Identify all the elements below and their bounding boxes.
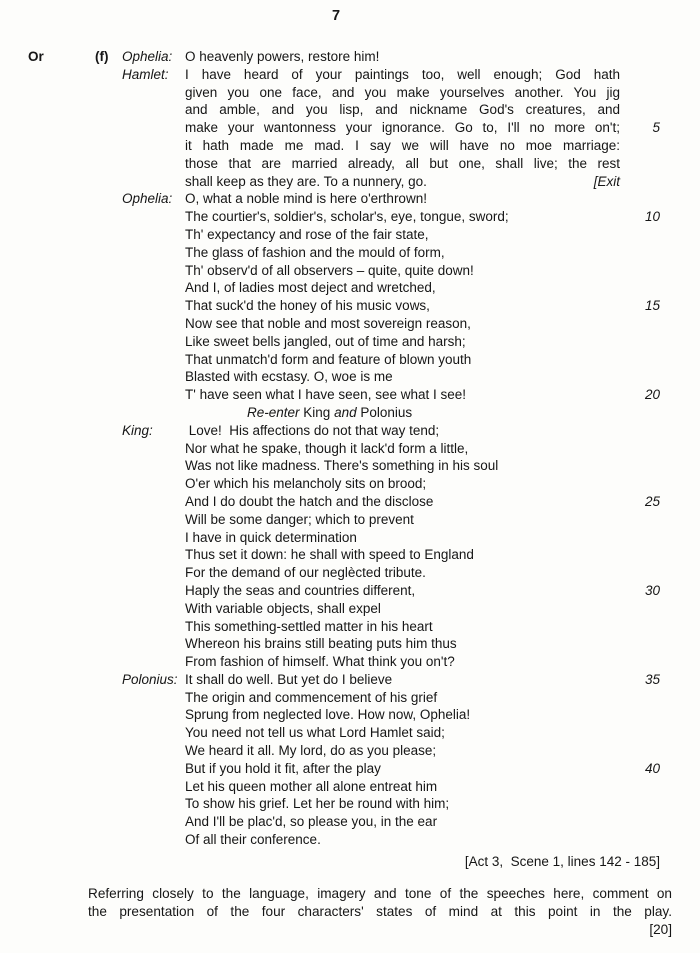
speaker-label xyxy=(122,831,185,849)
speaker-label xyxy=(122,208,185,226)
speaker-label xyxy=(122,564,185,582)
line-text: The courtier's, soldier's, scholar's, eye, tongue, sword; xyxy=(185,209,509,225)
dialogue-line xyxy=(122,297,662,315)
line-number xyxy=(620,244,660,262)
dialogue-line xyxy=(122,475,662,493)
dialogue-line xyxy=(122,582,662,600)
line-number xyxy=(620,84,660,102)
line-number xyxy=(620,190,660,208)
dialogue-line xyxy=(122,137,662,155)
line-text: Like sweet bells jangled, out of time and harsh; xyxy=(185,333,466,349)
speaker-label xyxy=(122,600,185,618)
line-text: I have heard of your paintings too, well enough; God hath xyxy=(185,66,620,82)
speaker-label xyxy=(122,297,185,315)
dialogue-line xyxy=(122,618,662,636)
speaker-label xyxy=(122,119,185,137)
character-name: Polonius xyxy=(360,404,413,420)
dialogue-line xyxy=(122,101,662,119)
line-text: given you one face, and you make yourselves another. You jig xyxy=(185,84,620,100)
line-number xyxy=(620,529,660,547)
speaker-label xyxy=(122,173,185,191)
speaker-label: Hamlet: xyxy=(122,66,169,82)
line-number: 10 xyxy=(644,209,660,225)
speaker-label xyxy=(122,457,185,475)
speaker-label xyxy=(122,689,185,707)
dialogue-line xyxy=(122,671,662,689)
dialogue-line xyxy=(122,795,662,813)
speaker-label xyxy=(122,137,185,155)
speaker-label xyxy=(122,529,185,547)
stage-direction-word: Re-enter xyxy=(247,404,304,420)
dialogue-line xyxy=(122,262,662,280)
dialogue-line xyxy=(122,226,662,244)
speaker-label xyxy=(122,760,185,778)
speaker-label xyxy=(122,618,185,636)
line-number xyxy=(620,404,660,422)
dialogue-line xyxy=(122,404,662,422)
speaker-label: Polonius: xyxy=(122,671,178,687)
dialogue-line xyxy=(122,333,662,351)
question-line-1: Referring closely to the language, imagery and tone of the speeches here, comment on xyxy=(88,886,672,901)
dialogue-line xyxy=(122,457,662,475)
line-number xyxy=(620,315,660,333)
line-number xyxy=(620,600,660,618)
line-text: Will be some danger; which to prevent xyxy=(185,511,414,527)
dialogue-line xyxy=(122,564,662,582)
line-text: And I do doubt the hatch and the disclose xyxy=(185,493,434,509)
line-number xyxy=(620,618,660,636)
line-number xyxy=(620,351,660,369)
dialogue-line xyxy=(122,84,662,102)
line-text: And I'll be plac'd, so please you, in the ear xyxy=(185,814,438,830)
speaker-label xyxy=(122,706,185,724)
line-text: The origin and commencement of his grief xyxy=(185,689,438,705)
speaker-label xyxy=(122,778,185,796)
line-text: For the demand of our neglècted tribute. xyxy=(185,565,426,581)
dialogue-line xyxy=(122,724,662,742)
dialogue-line xyxy=(122,173,662,191)
line-text: O heavenly powers, restore him! xyxy=(185,49,380,64)
line-text: Thus set it down: he shall with speed to England xyxy=(185,547,474,563)
dialogue-line xyxy=(122,48,662,66)
speaker-label xyxy=(122,279,185,297)
dialogue-line xyxy=(122,831,662,849)
line-text: those that are married already, all but one, shall live; the rest xyxy=(185,155,620,171)
line-text: That suck'd the honey of his music vows, xyxy=(185,298,430,314)
dialogue-line xyxy=(122,315,662,333)
line-number xyxy=(620,173,660,191)
line-number xyxy=(620,724,660,742)
line-number xyxy=(620,137,660,155)
line-text: and amble, and you lisp, and nickname God's creatures, and xyxy=(185,102,620,118)
speaker-label xyxy=(122,475,185,493)
dialogue-line xyxy=(122,208,662,226)
line-number xyxy=(620,440,660,458)
question-letter: (f) xyxy=(95,49,109,64)
act-scene-citation: [Act 3, Scene 1, lines 142 - 185] xyxy=(464,853,660,869)
line-text: Haply the seas and countries different, xyxy=(185,582,416,598)
line-text: And I, of ladies most deject and wretched, xyxy=(185,280,436,296)
line-number xyxy=(620,564,660,582)
speaker-label xyxy=(122,351,185,369)
dialogue-line xyxy=(122,66,662,84)
speaker-label xyxy=(122,84,185,102)
speaker-label xyxy=(122,635,185,653)
dialogue-line xyxy=(122,279,662,297)
line-text: O'er which his melancholy sits on brood; xyxy=(185,476,427,492)
dialogue-line xyxy=(122,493,662,511)
play-excerpt xyxy=(122,48,662,871)
speaker-label xyxy=(122,546,185,564)
speaker-label xyxy=(122,155,185,173)
line-number xyxy=(620,48,660,66)
line-number xyxy=(620,813,660,831)
line-number xyxy=(620,422,660,440)
speaker-label xyxy=(122,493,185,511)
speaker-label: Ophelia: xyxy=(122,49,173,64)
line-number xyxy=(620,795,660,813)
dialogue-line xyxy=(122,440,662,458)
speaker-label xyxy=(122,368,185,386)
dialogue-line xyxy=(122,689,662,707)
line-number xyxy=(620,101,660,119)
speaker-label xyxy=(122,742,185,760)
speaker-label xyxy=(122,795,185,813)
dialogue-lines xyxy=(122,48,662,849)
line-number: 5 xyxy=(652,120,660,136)
dialogue-line xyxy=(122,368,662,386)
line-text: Love! His affections do not that way tend; xyxy=(185,422,440,438)
speaker-label xyxy=(122,315,185,333)
line-text: But if you hold it fit, after the play xyxy=(185,760,381,776)
line-number: 35 xyxy=(644,671,660,687)
dialogue-line xyxy=(122,529,662,547)
dialogue-line xyxy=(122,778,662,796)
line-text: From fashion of himself. What think you on't? xyxy=(185,654,455,670)
line-text: You need not tell us what Lord Hamlet said; xyxy=(185,725,445,741)
line-text: Th' observ'd of all observers – quite, quite down! xyxy=(185,262,474,278)
line-number xyxy=(620,262,660,280)
page-number: 7 xyxy=(331,8,341,24)
line-number: 25 xyxy=(644,493,660,509)
speaker-label xyxy=(122,724,185,742)
line-text: Now see that noble and most sovereign reason, xyxy=(185,315,471,331)
line-number xyxy=(620,778,660,796)
question-block xyxy=(88,885,672,939)
line-number xyxy=(620,511,660,529)
speaker-label xyxy=(122,404,185,422)
line-number: 20 xyxy=(644,387,660,403)
line-number xyxy=(620,475,660,493)
line-number xyxy=(620,333,660,351)
dialogue-line xyxy=(122,119,662,137)
line-text: it hath made me mad. I say we will have no moe marriage: xyxy=(185,137,620,153)
line-text: This something-settled matter in his heart xyxy=(185,618,433,634)
dialogue-line xyxy=(122,760,662,778)
line-number xyxy=(620,457,660,475)
line-text xyxy=(185,173,620,191)
line-text: Blasted with ecstasy. O, woe is me xyxy=(185,369,393,385)
speaker-label xyxy=(122,582,185,600)
line-text: Of all their conference. xyxy=(185,832,321,848)
line-text: I have in quick determination xyxy=(185,529,357,545)
dialogue-line xyxy=(122,511,662,529)
line-text: Let his queen mother all alone entreat him xyxy=(185,778,438,794)
dialogue-line xyxy=(122,600,662,618)
line-number xyxy=(620,66,660,84)
line-number xyxy=(620,635,660,653)
line-number: 15 xyxy=(644,298,660,314)
exit-stage-direction: [Exit xyxy=(593,173,620,189)
dialogue-line xyxy=(122,244,662,262)
line-text: To show his grief. Let her be round with him; xyxy=(185,796,450,812)
speaker-label xyxy=(122,511,185,529)
line-number: 40 xyxy=(644,760,660,776)
stage-direction xyxy=(185,404,620,422)
speaker-label xyxy=(122,244,185,262)
dialogue-line xyxy=(122,813,662,831)
line-number xyxy=(620,831,660,849)
speaker-label xyxy=(122,226,185,244)
line-number xyxy=(620,279,660,297)
dialogue-line xyxy=(122,742,662,760)
speaker-label: King: xyxy=(122,422,153,438)
dialogue-line xyxy=(122,422,662,440)
line-text-main: shall keep as they are. To a nunnery, go. xyxy=(185,173,427,189)
line-text: Nor what he spake, though it lack'd form a little, xyxy=(185,440,469,456)
speaker-label xyxy=(122,813,185,831)
line-text: make your wantonness your ignorance. Go to, I'll no more on't; xyxy=(185,120,620,136)
line-number xyxy=(620,742,660,760)
speaker-label xyxy=(122,440,185,458)
line-text: With variable objects, shall expel xyxy=(185,600,381,616)
speaker-label: Ophelia: xyxy=(122,191,173,207)
dialogue-line xyxy=(122,190,662,208)
speaker-label xyxy=(122,101,185,119)
stage-direction-word: and xyxy=(334,404,361,420)
line-number xyxy=(620,226,660,244)
line-text: Whereon his brains still beating puts him thus xyxy=(185,636,457,652)
line-text: That unmatch'd form and feature of blown youth xyxy=(185,351,472,367)
line-number xyxy=(620,155,660,173)
dialogue-line xyxy=(122,706,662,724)
dialogue-line xyxy=(122,386,662,404)
speaker-label xyxy=(122,262,185,280)
line-number xyxy=(620,706,660,724)
line-text: T' have seen what I have seen, see what I see! xyxy=(185,387,466,403)
or-label: Or xyxy=(28,49,44,64)
speaker-label xyxy=(122,333,185,351)
line-number xyxy=(620,653,660,671)
dialogue-line xyxy=(122,546,662,564)
line-number xyxy=(620,689,660,707)
line-number xyxy=(620,368,660,386)
dialogue-line xyxy=(122,351,662,369)
line-number: 30 xyxy=(644,582,660,598)
dialogue-line xyxy=(122,653,662,671)
line-number xyxy=(620,546,660,564)
line-text: O, what a noble mind is here o'erthrown! xyxy=(185,191,427,207)
marks-label: [20] xyxy=(649,922,672,937)
line-text: It shall do well. But yet do I believe xyxy=(185,671,393,687)
dialogue-line xyxy=(122,155,662,173)
character-name: King xyxy=(303,404,335,420)
line-text: We heard it all. My lord, do as you please; xyxy=(185,743,437,759)
line-text: Sprung from neglected love. How now, Ophelia! xyxy=(185,707,471,723)
line-text: Was not like madness. There's something in his soul xyxy=(185,458,499,474)
dialogue-line xyxy=(122,635,662,653)
line-text: Th' expectancy and rose of the fair state, xyxy=(185,226,429,242)
line-text: The glass of fashion and the mould of form, xyxy=(185,244,445,260)
question-line-2: the presentation of the four characters' states of mind at this point in the play. xyxy=(88,904,672,919)
speaker-label xyxy=(122,653,185,671)
speaker-label xyxy=(122,386,185,404)
